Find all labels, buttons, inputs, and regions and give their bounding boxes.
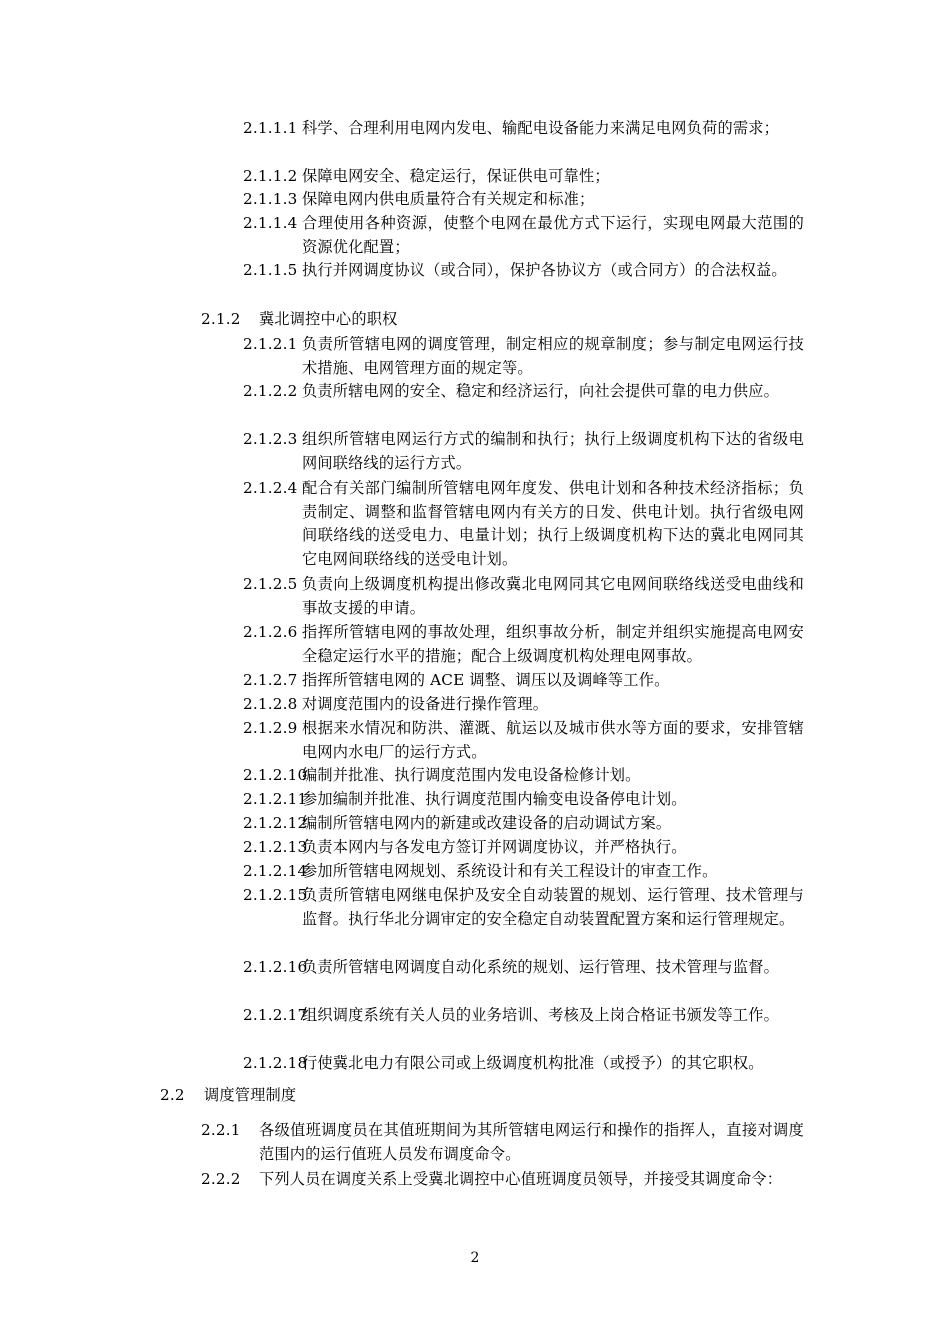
clause-2-1-2-16 [243,956,804,980]
clause-number: 2.1.2.3 [243,430,298,448]
clause-2-1-2-14 [243,860,804,884]
clause-text: 指挥所管辖电网的 ACE 调整、调压以及调峰等工作。 [302,671,670,689]
clause-text: 编制所管辖电网内的新建或改建设备的启动调试方案。 [302,814,672,832]
clause-number: 2.1.2.18 [243,1054,308,1072]
clause-text: 配合有关部门编制所管辖电网年度发、供电计划和各种技术经济指标；负责制定、调整和监督管辖电网内有关方的日发、供电计划。执行省级电网间联络线的送受电力、电量计划；执行上级调度机构下达的冀北电网同其它电网间联络线的送受电计划。 [302,479,804,568]
section-2-2 [160,1084,804,1108]
clause-2-1-2-17 [243,1004,804,1028]
clause-2-1-2-18 [243,1052,804,1076]
clause-2-1-2-13 [243,836,804,860]
clause-text: 负责本网内与各发电方签订并网调度协议，并严格执行。 [302,838,687,856]
clause-number: 2.1.2.12 [243,814,308,832]
clause-text: 负责所管辖电网继电保护及安全自动装置的规划、运行管理、技术管理与监督。执行华北分调审定的安全稳定自动装置配置方案和运行管理规定。 [302,886,804,928]
clause-number: 2.1.2.7 [243,671,298,689]
clause-text: 保障电网内供电质量符合有关规定和标准； [302,190,595,208]
clause-text: 根据来水情况和防洪、灌溉、航运以及城市供水等方面的要求，安排管辖电网内水电厂的运行方式。 [302,719,804,761]
clause-number: 2.1.2.2 [243,382,298,400]
clause-2-1-1-4 [243,212,804,259]
clause-2-1-1-5 [243,259,804,283]
clause-2-1-2-15 [243,884,804,931]
section-number: 2.2.2 [201,1170,241,1188]
clause-2-1-2-7 [243,669,804,693]
page-number: 2 [470,1250,480,1266]
section-2-1-2 [201,308,804,332]
clause-number: 2.1.2.15 [243,886,308,904]
clause-2-1-2-6 [243,621,804,668]
clause-text: 合理使用各种资源，使整个电网在最优方式下运行，实现电网最大范围的资源优化配置； [302,214,804,256]
clause-2-1-2-3 [243,428,804,475]
clause-text: 负责所管辖电网调度自动化系统的规划、运行管理、技术管理与监督。 [302,958,780,976]
section-2-2-2 [201,1168,804,1192]
clause-number: 2.1.2.8 [243,695,298,713]
clause-2-1-2-4 [243,477,804,571]
clause-number: 2.1.2.17 [243,1006,308,1024]
section-number: 2.2 [160,1086,185,1104]
clause-2-1-2-5 [243,573,804,620]
clause-number: 2.1.2.9 [243,719,298,737]
section-number: 2.2.1 [201,1121,241,1139]
clause-text: 组织所管辖电网运行方式的编制和执行；执行上级调度机构下达的省级电网间联络线的运行方式。 [302,430,804,472]
clause-2-1-2-2 [243,380,804,404]
clause-number: 2.1.2.13 [243,838,308,856]
clause-text: 组织调度系统有关人员的业务培训、考核及上岗合格证书颁发等工作。 [302,1006,780,1024]
clause-number: 2.1.1.1 [243,119,298,137]
clause-2-1-2-10 [243,764,804,788]
clause-2-1-1-3 [243,188,804,212]
clause-number: 2.1.2.6 [243,623,298,641]
clause-number: 2.1.2.14 [243,862,308,880]
clause-number: 2.1.1.4 [243,214,298,232]
clause-text: 参加编制并批准、执行调度范围内输变电设备停电计划。 [302,790,687,808]
clause-number: 2.1.2.10 [243,766,308,784]
clause-number: 2.1.2.16 [243,958,308,976]
clause-text: 编制并批准、执行调度范围内发电设备检修计划。 [302,766,641,784]
clause-number: 2.1.2.4 [243,479,298,497]
clause-2-1-2-1 [243,333,804,380]
clause-number: 2.1.1.5 [243,261,298,279]
clause-2-1-2-9 [243,717,804,764]
section-2-2-1 [201,1119,804,1166]
clause-text: 负责所管辖电网的调度管理，制定相应的规章制度；参与制定电网运行技术措施、电网管理方面的规定等。 [302,335,804,377]
clause-text: 执行并网调度协议（或合同），保护各协议方（或合同方）的合法权益。 [302,261,787,279]
section-text: 各级值班调度员在其值班期间为其所管辖电网运行和操作的指挥人，直接对调度范围内的运行值班人员发布调度命令。 [259,1121,804,1163]
clause-text: 科学、合理利用电网内发电、输配电设备能力来满足电网负荷的需求； [302,119,780,137]
clause-text: 保障电网安全、稳定运行，保证供电可靠性； [302,167,610,185]
clause-text: 负责所辖电网的安全、稳定和经济运行，向社会提供可靠的电力供应。 [302,382,780,400]
section-heading: 调度管理制度 [204,1086,297,1104]
clause-text: 对调度范围内的设备进行操作管理。 [302,695,549,713]
clause-number: 2.1.2.1 [243,335,298,353]
clause-text: 行使冀北电力有限公司或上级调度机构批准（或授予）的其它职权。 [302,1054,764,1072]
clause-2-1-1-1 [243,117,804,141]
clause-number: 2.1.1.2 [243,167,298,185]
clause-text: 负责向上级调度机构提出修改冀北电网同其它电网间联络线送受电曲线和事故支援的申请。 [302,575,804,617]
clause-text: 参加所管辖电网规划、系统设计和有关工程设计的审查工作。 [302,862,718,880]
section-number: 2.1.2 [201,310,241,328]
clause-text: 指挥所管辖电网的事故处理，组织事故分析，制定并组织实施提高电网安全稳定运行水平的措施；配合上级调度机构处理电网事故。 [302,623,804,665]
section-text: 下列人员在调度关系上受冀北调控中心值班调度员领导，并接受其调度命令： [259,1170,783,1188]
clause-2-1-2-11 [243,788,804,812]
clause-2-1-1-2 [243,165,804,189]
clause-2-1-2-8 [243,693,804,717]
clause-2-1-2-12 [243,812,804,836]
clause-number: 2.1.2.5 [243,575,298,593]
clause-number: 2.1.2.11 [243,790,308,808]
clause-number: 2.1.1.3 [243,190,298,208]
section-heading: 冀北调控中心的职权 [259,310,398,328]
